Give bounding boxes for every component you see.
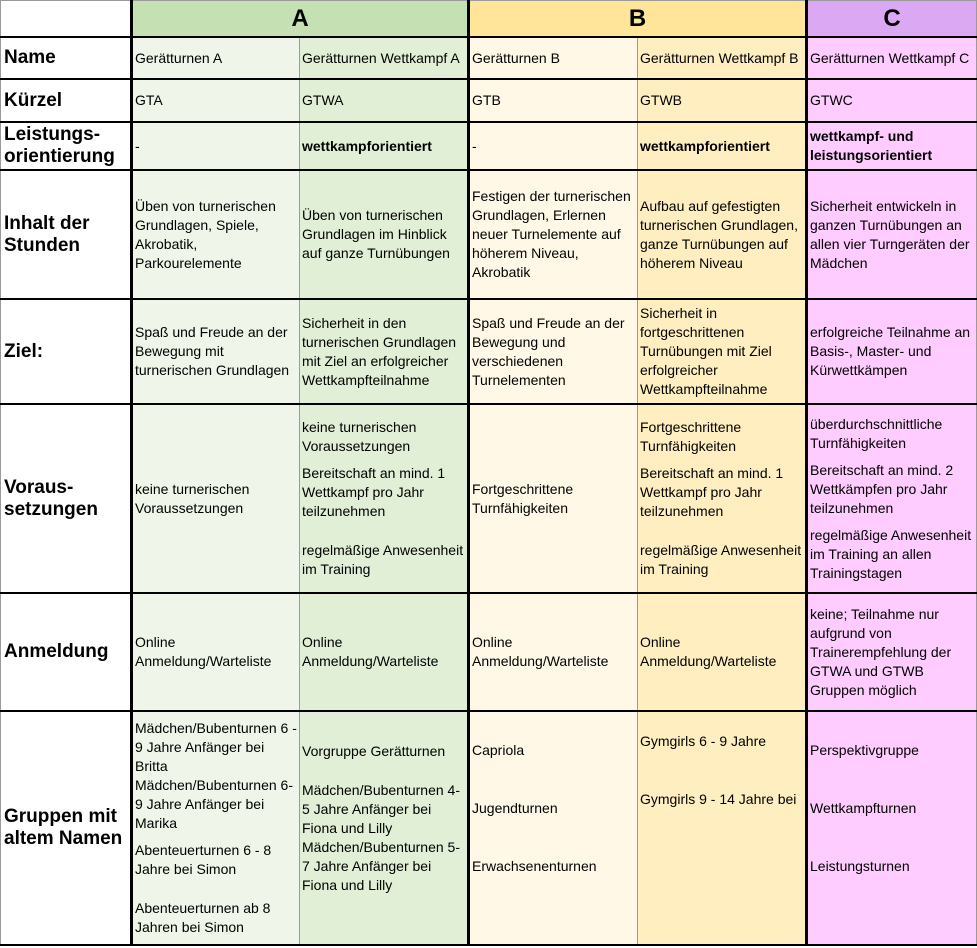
gruppe-c1: Wettkampfturnen (810, 800, 917, 816)
voraus-a2-item: keine turnerischen Voraussetzungen (302, 419, 417, 454)
row-label-name: Name (1, 37, 132, 79)
row-label-voraus-line2: setzungen (4, 498, 98, 520)
cell-ziel-b2: Sicherheit in fortgeschrittenen Turnübungen mit Ziel erfolgreicher Wettkampfteilnahme (638, 299, 807, 404)
cell-kuerzel-a1: GTA (132, 79, 300, 122)
row-label-gruppen (1, 711, 132, 945)
voraus-c1-item: regelmäßige Anwesenheit im Training an allen Trainingstagen (810, 526, 972, 581)
row-label-kuerzel: Kürzel (1, 79, 132, 122)
row-label-voraus (1, 404, 132, 593)
cell-kuerzel-a2: GTWA (300, 79, 469, 122)
cell-gruppen-c1 (807, 711, 977, 945)
row-anmeldung (1, 593, 977, 711)
row-label-gruppen-line1: Gruppen mit (4, 806, 117, 827)
voraus-a2-item: regelmäßige Anwesenheit im Training (302, 542, 464, 577)
row-label-inhalt (1, 170, 132, 299)
header-b: B (469, 1, 807, 38)
cell-voraus-a1: keine turnerischen Voraussetzungen (132, 404, 300, 593)
cell-inhalt-b2: Aufbau auf gefestigten turnerischen Grundlagen, ganze Turnübungen auf höherem Niveau (638, 170, 807, 299)
cell-leistung-b1: - (469, 122, 638, 170)
cell-voraus-b1: Fortgeschrittene Turnfähigkeiten (469, 404, 638, 593)
gruppe-b1: Capriola (472, 742, 525, 758)
row-label-inhalt-line1: Inhalt der (4, 212, 90, 234)
voraus-a2-item: Bereitschaft an mind. 1 Wettkampf pro Jahr teilzunehmen (302, 465, 446, 519)
row-label-inhalt-line2: Stunden (4, 234, 80, 256)
cell-kuerzel-b2: GTWB (638, 79, 807, 122)
row-leistung (1, 122, 977, 170)
cell-anmeldung-b1: Online Anmeldung/Warteliste (469, 593, 638, 711)
voraus-c1-item: überdurchschnittliche Turnfähigkeiten (810, 415, 943, 451)
header-c: C (807, 1, 977, 38)
row-gruppen (1, 711, 977, 945)
cell-voraus-b2 (638, 404, 807, 593)
cell-ziel-c1: erfolgreiche Teilnahme an Basis-, Master- und Kürwettkämpen (807, 299, 977, 404)
gruppe-a1: Mädchen/Bubenturnen 6- 9 Jahre Anfänger bei Marika (135, 777, 293, 831)
cell-voraus-c1 (807, 404, 977, 593)
gruppe-b1: Jugendturnen (472, 800, 558, 816)
row-inhalt (1, 170, 977, 299)
row-voraus (1, 404, 977, 593)
voraus-c1-item: Bereitschaft an mind. 2 Wettkämpfen pro Jahr teilzunehmen (810, 461, 954, 516)
row-ziel (1, 299, 977, 404)
gruppe-b2: Gymgirls 9 - 14 Jahre bei (640, 791, 797, 807)
cell-ziel-a1: Spaß und Freude an der Bewegung mit turnerischen Grundlagen (132, 299, 300, 404)
cell-gruppen-b1 (469, 711, 638, 945)
voraus-b2-item: regelmäßige Anwesenheit im Training (640, 542, 802, 577)
cell-leistung-a1: - (132, 122, 300, 170)
voraus-b2-item: Bereitschaft an mind. 1 Wettkampf pro Jahr teilzunehmen (640, 465, 784, 519)
cell-gruppen-a2 (300, 711, 469, 945)
cell-leistung-a2: wettkampforientiert (300, 122, 469, 170)
cell-ziel-a2: Sicherheit in den turnerischen Grundlagen mit Ziel an erfolgreicher Wettkampfteilnahme (300, 299, 469, 404)
gruppe-a1: Mädchen/Bubenturnen 6 - 9 Jahre Anfänger bei Britta (135, 720, 297, 774)
gruppe-b2: Gymgirls 6 - 9 Jahre (640, 733, 767, 749)
cell-gruppen-b2 (638, 711, 807, 945)
row-name (1, 37, 977, 79)
cell-anmeldung-b2: Online Anmeldung/Warteliste (638, 593, 807, 711)
cell-leistung-b2: wettkampforientiert (638, 122, 807, 170)
gruppe-b1: Erwachsenenturnen (472, 858, 597, 874)
gruppe-c1: Leistungsturnen (810, 858, 910, 874)
gruppe-a1: Abenteuerturnen ab 8 Jahren bei Simon (135, 900, 271, 935)
cell-inhalt-a2: Üben von turnerischen Grundlagen im Hinblick auf ganze Turnübungen (300, 170, 469, 299)
gruppe-a2: Mädchen/Bubenturnen 5- 7 Jahre Anfänger bei Fiona und Lilly (302, 838, 460, 893)
gruppe-a2: Mädchen/Bubenturnen 4- 5 Jahre Anfänger bei Fiona und Lilly (302, 781, 460, 836)
cell-leistung-c1: wettkampf- und leistungsorientiert (807, 122, 977, 170)
cell-kuerzel-c1: GTWC (807, 79, 977, 122)
cell-anmeldung-a2: Online Anmeldung/Warteliste (300, 593, 469, 711)
row-label-leistung (1, 122, 132, 170)
cell-name-a2: Gerätturnen Wettkampf A (300, 37, 469, 79)
cell-inhalt-a1: Üben von turnerischen Grundlagen, Spiele, Akrobatik, Parkourelemente (132, 170, 300, 299)
row-label-leistung-line2: orientierung (4, 146, 115, 167)
row-label-anmeldung: Anmeldung (1, 593, 132, 711)
row-label-voraus-line1: Voraus- (4, 476, 74, 498)
cell-name-a1: Gerätturnen A (132, 37, 300, 79)
cell-name-c1: Gerätturnen Wettkampf C (807, 37, 977, 79)
cell-ziel-b1: Spaß und Freude an der Bewegung und verschiedenen Turnelementen (469, 299, 638, 404)
row-label-ziel: Ziel: (1, 299, 132, 404)
cell-gruppen-a1 (132, 711, 300, 945)
row-kuerzel (1, 79, 977, 122)
header-row (1, 1, 977, 38)
cell-inhalt-c1: Sicherheit entwickeln in ganzen Turnübungen an allen vier Turngeräten der Mädchen (807, 170, 977, 299)
header-a: A (132, 1, 469, 38)
cell-kuerzel-b1: GTB (469, 79, 638, 122)
row-label-gruppen-line2: altem Namen (4, 828, 123, 849)
header-corner-cell (1, 1, 132, 38)
row-label-leistung-line1: Leistungs- (4, 124, 101, 145)
cell-inhalt-b1: Festigen der turnerischen Grundlagen, Erlernen neuer Turnelemente auf höherem Niveau, Akrobatik (469, 170, 638, 299)
cell-name-b2: Gerätturnen Wettkampf B (638, 37, 807, 79)
cell-name-b1: Gerätturnen B (469, 37, 638, 79)
gruppe-a2: Vorgruppe Gerätturnen (302, 742, 446, 759)
cell-anmeldung-c1: keine; Teilnahme nur aufgrund von Trainerempfehlung der GTWA und GTWB Gruppen möglich (807, 593, 977, 711)
cell-voraus-a2 (300, 404, 469, 593)
gruppe-a1: Abenteuerturnen 6 - 8 Jahre bei Simon (135, 842, 272, 877)
voraus-b2-item: Fortgeschrittene Turnfähigkeiten (640, 419, 742, 454)
cell-anmeldung-a1: Online Anmeldung/Warteliste (132, 593, 300, 711)
gruppe-c1: Perspektivgruppe (810, 742, 919, 758)
